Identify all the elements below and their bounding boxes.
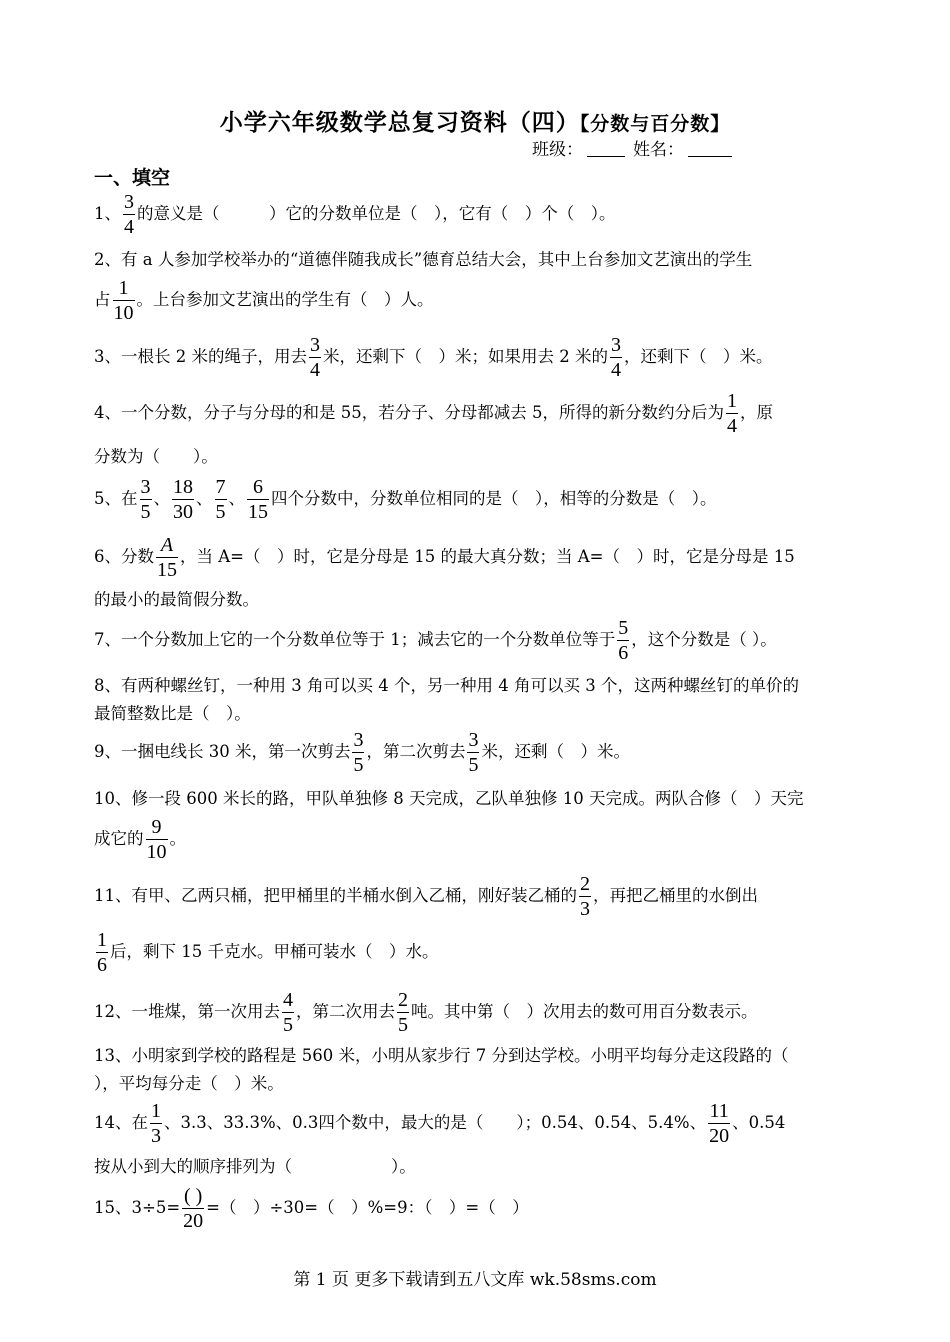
repeating-digit: 4	[567, 1113, 578, 1132]
question-11: 11、有甲、乙两只桶，把甲桶里的半桶水倒入乙桶，刚好装乙桶的 $\frac{2}{3}$ ，再把乙桶里的水倒出	[94, 873, 758, 920]
question-10: 10、修一段 600 米长的路，甲队单独修 8 天完成，乙队单独修 10 天完成。两队合修（ ）天完	[94, 789, 804, 808]
question-13: 13、小明家到学校的路程是 560 米，小明从家步行 7 分到达学校。小明平均每分走这段路的（	[94, 1046, 789, 1065]
fraction: $\frac{18}{30}$	[173, 476, 193, 523]
fraction: $\frac{3}{4}$	[124, 191, 134, 238]
question-8-line2: 最简整数比是（ ）。	[94, 704, 251, 723]
question-7: 7、一个分数加上它的一个分数单位等于 1；减去它的一个分数单位等于 $\frac{5}{6}$ ，这个分数是（ ）。	[94, 617, 777, 664]
page-footer: 第 1 页 更多下载请到五八文库 wk.58sms.com	[293, 1270, 657, 1290]
fraction: $\frac{6}{15}$	[248, 476, 268, 523]
repeating-digit: 3	[307, 1113, 319, 1132]
fraction: $\frac{1}{10}$	[113, 277, 134, 324]
question-6: 6、分数 $\frac{A}{15}$ ，当 A=（ ）时，它是分母是 15 的最大真分数；当 A=（ ）时，它是分母是 15	[94, 534, 795, 581]
fraction: $\frac{3}{4}$	[611, 334, 621, 381]
question-1: 1、 $\frac{3}{4}$ 的意义是（ ）它的分数单位是（ ），它有（ ）个（ ）。	[94, 191, 616, 238]
question-10-line2: 成它的 $\frac{9}{10}$ 。	[94, 816, 186, 863]
fraction: $\frac{3}{5}$	[468, 729, 479, 776]
fraction: $\frac{4}{5}$	[283, 989, 293, 1036]
question-5: 5、在 $\frac{3}{5}$ 、 $\frac{18}{30}$ 、 $\frac{7}{5}$ 、 $\frac{6}{15}$ 四个分数中，分数单位相同的是（ ），相等的分数是（ ）。	[94, 476, 717, 523]
fraction: $\frac{3}{5}$	[353, 729, 364, 776]
question-9: 9、一捆电线长 30 米，第一次剪去 $\frac{3}{5}$ ，第二次剪去 $\frac{3}{5}$ 米，还剩（ ）米。	[94, 729, 630, 776]
question-6-line2: 的最小的最简假分数。	[94, 590, 259, 609]
fraction: $\frac{5}{6}$	[618, 617, 629, 664]
question-3: 3、一根长 2 米的绳子，用去 $\frac{3}{4}$ 米，还剩下（ ）米；如果用去 2 米的 $\frac{3}{4}$ ，还剩下（ ）米。	[94, 334, 773, 381]
fraction: $\frac{7}{5}$	[215, 476, 226, 523]
question-15: 15、3÷5= ( ) 20 =（ ）÷30=（ ）%=9：（ ）=（ ）	[94, 1185, 529, 1232]
question-2-line2: 占 $\frac{1}{10}$ 。上台参加文艺演出的学生有（ ）人。	[94, 277, 434, 324]
class-blank[interactable]	[587, 155, 625, 157]
question-14: 14、在 $\frac{1}{3}$ 、3.3、33.3%、0.3四个数中，最大的是（ ）；0.54、0.54、5.4%、 $\frac{11}{20}$ 、0.54	[94, 1100, 786, 1147]
fraction: $\frac{1}{3}$	[151, 1100, 161, 1147]
question-11-line2: $\frac{1}{6}$ 后，剩下 15 千克水。甲桶可装水（ ）水。	[97, 929, 439, 976]
fraction: $\frac{3}{4}$	[310, 334, 320, 381]
name-label: 姓名：	[633, 140, 684, 160]
fraction: $\frac{3}{5}$	[140, 476, 151, 523]
class-label: 班级：	[532, 140, 583, 160]
fraction: $\frac{9}{10}$	[146, 816, 167, 863]
fraction: ( ) 20	[183, 1185, 204, 1232]
fraction: $\frac{2}{5}$	[398, 989, 408, 1036]
question-12: 12、一堆煤，第一次用去 $\frac{4}{5}$ ，第二次用去 $\frac{2}{5}$ 吨。其中第（ ）次用去的数可用百分数表示。	[94, 989, 758, 1036]
title-subject: 【分数与百分数】	[579, 113, 731, 135]
question-4: 4、一个分数，分子与分母的和是 55，若分子、分母都减去 5，所得的新分数约分后为 $\frac{1}{4}$ ，原	[94, 390, 773, 437]
question-14-line2: 按从小到大的顺序排列为（ ）。	[94, 1157, 416, 1176]
page-title: 小学六年级数学总复习资料（四）【分数与百分数】	[219, 109, 731, 136]
fraction: $\frac{11}{20}$	[709, 1100, 730, 1147]
repeating-digit: 4	[620, 1113, 632, 1132]
fraction: $\frac{1}{6}$	[97, 929, 107, 976]
fraction: $\frac{1}{4}$	[726, 390, 737, 437]
name-blank[interactable]	[688, 155, 732, 157]
fraction: $\frac{2}{3}$	[580, 873, 590, 920]
fraction: $\frac{A}{15}$	[157, 534, 177, 581]
question-4-line2: 分数为（ ）。	[94, 447, 218, 466]
question-2: 2、有 a 人参加学校举办的“道德伴随我成长”德育总结大会，其中上台参加文艺演出的学生	[94, 250, 753, 269]
class-name-line	[532, 135, 740, 160]
section-heading: 一、填空	[94, 167, 171, 189]
question-8: 8、有两种螺丝钉，一种用 3 角可以买 4 个，另一种用 4 角可以买 3 个，这两种螺丝钉的单价的	[94, 676, 799, 695]
repeating-digit: 5	[556, 1113, 568, 1132]
question-13-line2: ），平均每分走（ ）米。	[94, 1074, 284, 1093]
